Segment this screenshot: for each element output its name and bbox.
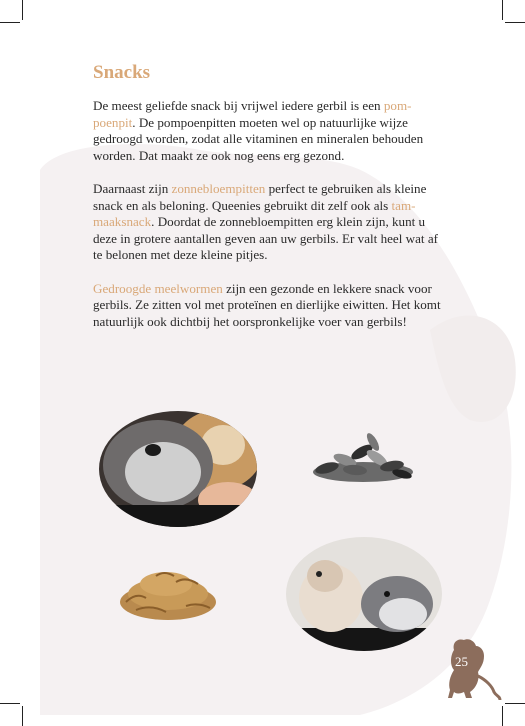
highlight-term: tam-maaksnack <box>93 197 416 230</box>
page-number: 25 <box>455 654 468 669</box>
crop-mark-bottom-right-vertical <box>502 706 503 726</box>
photo-sunflower-seeds <box>307 430 419 488</box>
highlight-term: zonnebloempitten <box>171 180 266 196</box>
paragraph-text: De meest geliefde snack bij vrijwel iedere gerbil is een <box>93 98 384 113</box>
photo-two-gerbils <box>285 536 443 652</box>
paragraph-text: . Doordat de zonnebloempitten erg klein zijn, kunt u deze in grotere aantallen geven aan uw gerbils. Er valt heel wat af te belonen met deze kleine pitjes. <box>93 214 439 263</box>
paragraph-mealworms <box>93 281 448 331</box>
paragraph-text: zijn een gezonde en lekkere snack voor gerbils. Ze zitten vol met proteïnen en dierlijke eiwitten. Het komt natuurlijk ook dichtbij het oorspronkelijke voer van gerbils! <box>93 280 441 329</box>
paragraph-pumpkin-seeds <box>93 98 448 164</box>
body-text <box>93 98 448 347</box>
crop-mark-top-right-vertical <box>502 0 503 20</box>
crop-mark-bottom-right-horizontal <box>505 703 525 704</box>
paragraph-text: . De pompoenpitten moeten wel op natuurlijke wijze gedroogd worden, zodat alle vitaminen en mineralen behouden worden. Dat maakt ze ook nog eens erg gezond. <box>93 114 424 163</box>
crop-mark-top-left-vertical <box>22 0 23 20</box>
photo-dried-mealworms <box>116 562 220 624</box>
crop-mark-bottom-left-vertical <box>22 706 23 726</box>
paragraph-text: perfect te gebruiken als kleine snack en als beloning. Queenies gebruikt dit zelf ook als <box>93 180 427 213</box>
photo-gerbils-eating <box>98 410 258 528</box>
highlight-term: pom-poenpit <box>93 98 412 130</box>
crop-mark-top-right-horizontal <box>505 22 525 23</box>
crop-mark-bottom-left-horizontal <box>0 703 20 704</box>
paragraph-sunflower-seeds <box>93 181 448 264</box>
paragraph-text: Daarnaast zijn <box>93 180 172 196</box>
crop-mark-top-left-horizontal <box>0 22 20 23</box>
section-heading: Snacks <box>93 62 151 83</box>
highlight-term: Gedroogde meelwormen <box>93 280 223 296</box>
